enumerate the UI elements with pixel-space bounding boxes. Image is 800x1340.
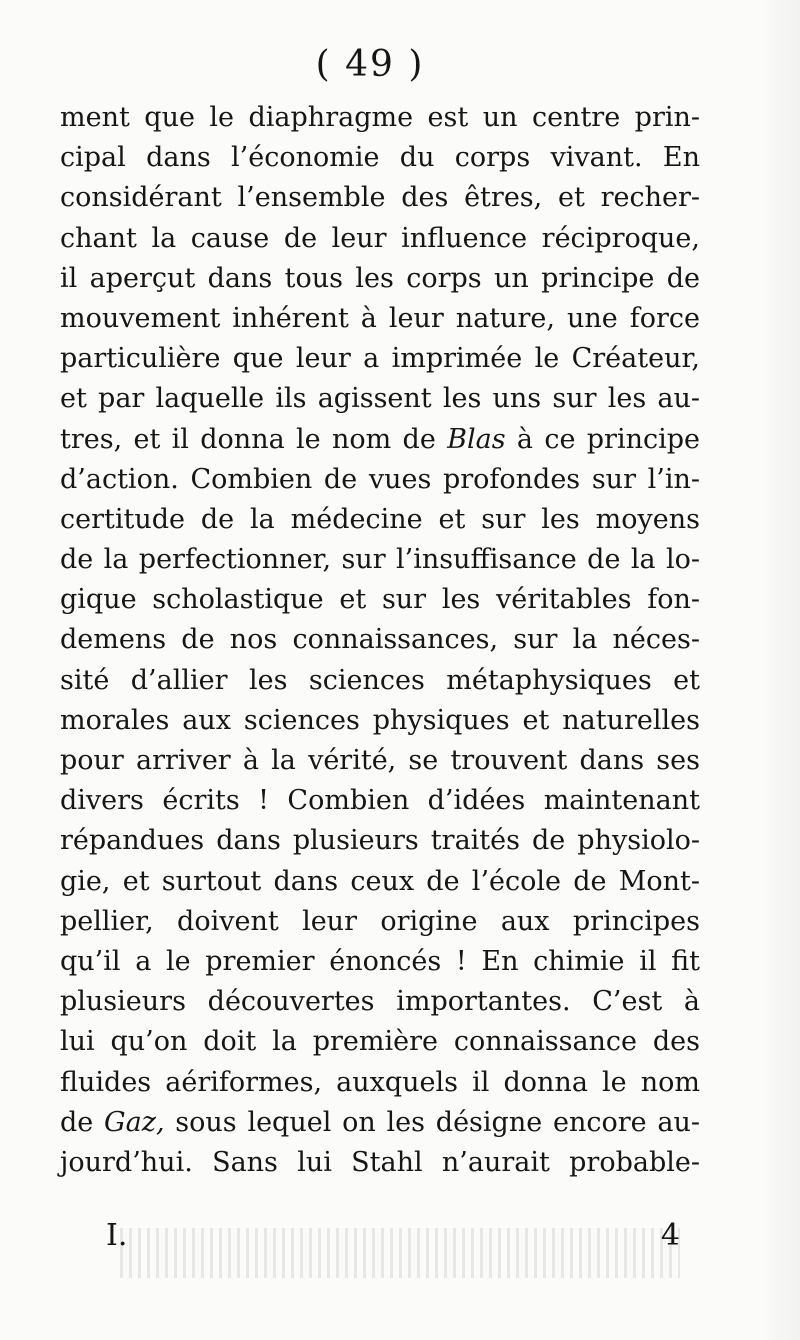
text-line: et par laquelle ils agissent les uns sur les au- [60, 383, 700, 415]
text-line: particulière que leur a imprimée le Créateur, [60, 343, 700, 375]
text-line: considérant l’ensemble des êtres, et recher- [60, 182, 700, 214]
text-line: de la perfectionner, sur l’insuffisance de la lo- [60, 544, 700, 576]
text-line: morales aux sciences physiques et naturelles [60, 704, 700, 736]
text-line [60, 420, 700, 460]
signature-number: 4 [660, 1218, 680, 1253]
text-line: gique scholastique et sur les véritables fon- [60, 584, 700, 616]
text-line [60, 1103, 700, 1143]
text-line: jourd’hui. Sans lui Stahl n’aurait probable- [60, 1146, 700, 1178]
text-line: chant la cause de leur influence réciproque, [60, 222, 700, 254]
text-segment: de [60, 1106, 105, 1138]
text-line: pour arriver à la vérité, se trouvent dans ses [60, 745, 700, 776]
signature-mark: I. [106, 1218, 128, 1253]
page-footer [60, 1218, 700, 1258]
text-line: répandues dans plusieurs traités de physiolo- [60, 825, 700, 857]
text-line: sité d’allier les sciences métaphysiques et [60, 664, 700, 696]
text-segment: à ce principe [505, 423, 701, 455]
page-edge-shadow [760, 0, 800, 1340]
page-number: ( 49 ) [315, 44, 425, 85]
text-line: fluides aériformes, auxquels il donna le nom [60, 1066, 700, 1098]
text-line: d’action. Combien de vues profondes sur l’in- [60, 463, 700, 495]
text-segment: tres, et il donna le nom de [60, 423, 448, 455]
text-line: demens de nos connaissances, sur la néces- [60, 624, 700, 656]
text-line: ment que le diaphragme est un centre prin- [60, 102, 700, 133]
text-line: qu’il a le premier énoncés ! En chimie il fit [60, 945, 700, 977]
text-line: pellier, doivent leur origine aux principes [60, 905, 700, 937]
text-line: gie, et surtout dans ceux de l’école de Mont- [60, 865, 700, 897]
text-line: plusieurs découvertes importantes. C’est à [60, 986, 700, 1018]
italic-term-blas: Blas [447, 423, 506, 455]
text-line: cipal dans l’économie du corps vivant. En [60, 142, 700, 174]
text-line: lui qu’on doit la première connaissance des [60, 1026, 700, 1058]
page-body-text [60, 98, 700, 1183]
text-line: certitude de la médecine et sur les moyens [60, 503, 700, 535]
italic-term-gaz: Gaz, [104, 1106, 165, 1138]
text-line: mouvement inhérent à leur nature, une force [60, 302, 700, 334]
text-line: il aperçut dans tous les corps un principe de [60, 262, 700, 294]
text-line: divers écrits ! Combien d’idées maintenant [60, 785, 700, 817]
text-segment: sous lequel on les désigne encore au- [164, 1106, 700, 1138]
